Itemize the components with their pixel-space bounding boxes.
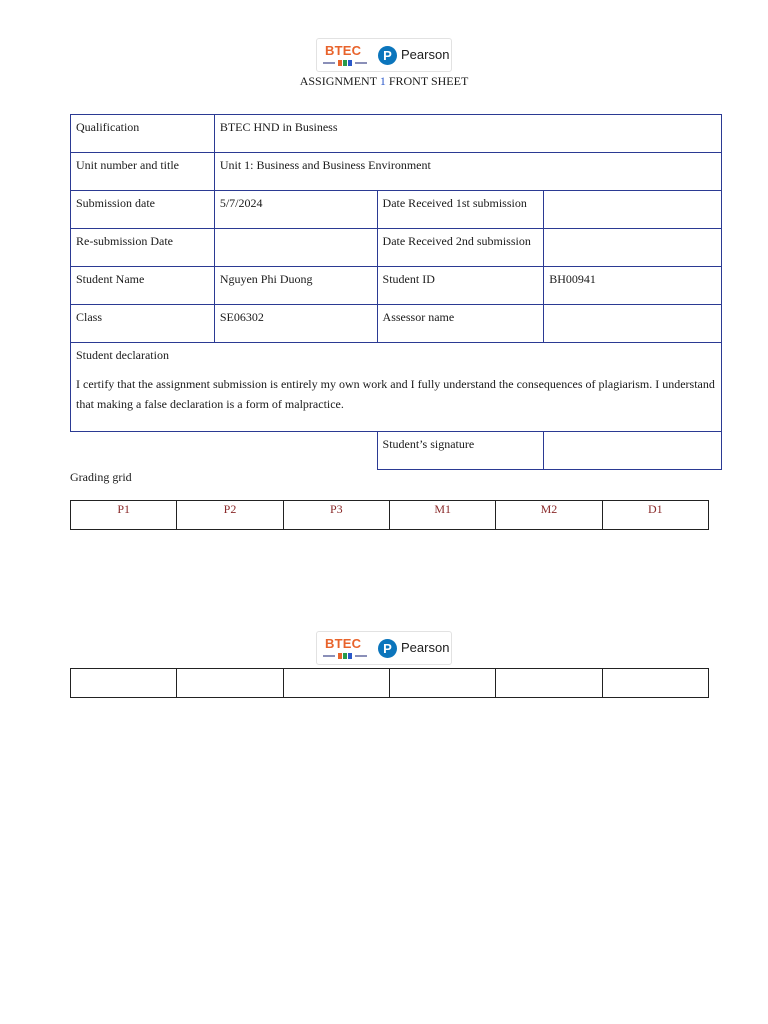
date-received-1-label: Date Received 1st submission — [377, 191, 544, 229]
student-name-value[interactable]: Nguyen Phi Duong — [214, 267, 377, 305]
btec-wordmark: BTEC — [325, 43, 362, 58]
page-title — [0, 74, 768, 89]
grade-cell-empty[interactable] — [389, 669, 495, 698]
submission-date-label: Submission date — [71, 191, 215, 229]
declaration-row — [71, 343, 722, 432]
resubmission-value[interactable] — [214, 229, 377, 267]
grade-m2[interactable]: M2 — [496, 501, 602, 530]
grade-p2[interactable]: P2 — [177, 501, 283, 530]
qualification-value[interactable]: BTEC HND in Business — [214, 115, 721, 153]
front-sheet-table — [70, 114, 722, 470]
btec-tagline-graphic — [323, 60, 367, 66]
grade-cell-empty[interactable] — [602, 669, 708, 698]
grading-grid — [70, 500, 709, 530]
grade-cell-empty[interactable] — [177, 669, 283, 698]
btec-wordmark: BTEC — [325, 636, 362, 651]
grade-p3[interactable]: P3 — [283, 501, 389, 530]
unit-row — [71, 153, 722, 191]
btec-pearson-logo — [316, 38, 452, 72]
btec-pearson-logo-2 — [316, 631, 452, 665]
grading-grid-empty — [70, 668, 709, 698]
date-received-1-value[interactable] — [544, 191, 722, 229]
pearson-wordmark: Pearson — [401, 640, 450, 655]
unit-label: Unit number and title — [71, 153, 215, 191]
signature-spacer — [71, 432, 378, 470]
pearson-icon: P — [378, 639, 397, 658]
btec-tagline-graphic — [323, 653, 367, 659]
grading-grid-empty-row — [71, 669, 709, 698]
assessor-label: Assessor name — [377, 305, 544, 343]
pearson-icon: P — [378, 46, 397, 65]
grading-grid-row — [71, 501, 709, 530]
date-received-2-value[interactable] — [544, 229, 722, 267]
qualification-row — [71, 115, 722, 153]
unit-value[interactable]: Unit 1: Business and Business Environment — [214, 153, 721, 191]
grade-m1[interactable]: M1 — [389, 501, 495, 530]
declaration-heading: Student declaration — [76, 348, 169, 362]
title-prefix: ASSIGNMENT — [299, 74, 377, 88]
student-name-label: Student Name — [71, 267, 215, 305]
grade-cell-empty[interactable] — [283, 669, 389, 698]
signature-value[interactable] — [544, 432, 722, 470]
title-suffix: FRONT SHEET — [388, 74, 469, 88]
student-id-label: Student ID — [377, 267, 544, 305]
signature-row — [71, 432, 722, 470]
grade-cell-empty[interactable] — [71, 669, 177, 698]
class-row — [71, 305, 722, 343]
submission-row — [71, 191, 722, 229]
declaration-cell — [71, 343, 722, 432]
class-label: Class — [71, 305, 215, 343]
title-number: 1 — [379, 74, 386, 88]
pearson-wordmark: Pearson — [401, 47, 450, 62]
qualification-label: Qualification — [71, 115, 215, 153]
resubmission-label: Re-submission Date — [71, 229, 215, 267]
grade-d1[interactable]: D1 — [602, 501, 708, 530]
signature-label: Student’s signature — [377, 432, 544, 470]
date-received-2-label: Date Received 2nd submission — [377, 229, 544, 267]
student-row — [71, 267, 722, 305]
declaration-text: I certify that the assignment submission is entirely my own work and I fully understand the consequences of plagiarism. I understand that making a false declaration is a form of malpractice. — [76, 377, 715, 411]
student-id-value[interactable]: BH00941 — [544, 267, 722, 305]
submission-date-value[interactable]: 5/7/2024 — [214, 191, 377, 229]
btec-logo — [323, 636, 367, 662]
grade-cell-empty[interactable] — [496, 669, 602, 698]
class-value[interactable]: SE06302 — [214, 305, 377, 343]
resubmission-row — [71, 229, 722, 267]
assessor-value[interactable] — [544, 305, 722, 343]
btec-logo — [323, 43, 367, 69]
grade-p1[interactable]: P1 — [71, 501, 177, 530]
grading-grid-label: Grading grid — [70, 470, 132, 484]
